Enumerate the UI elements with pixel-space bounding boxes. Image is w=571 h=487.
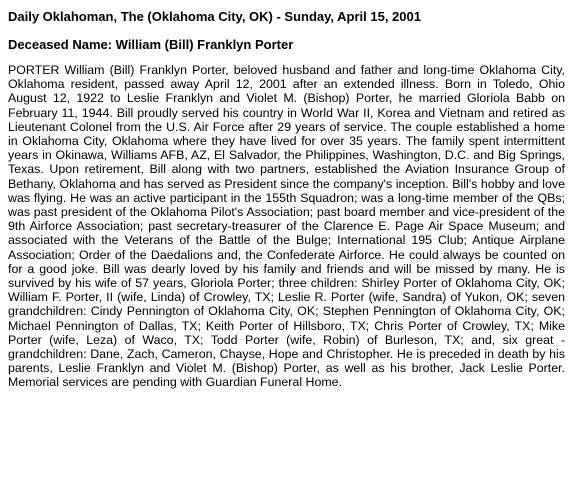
obituary-text: PORTER William (Bill) Franklyn Porter, beloved husband and father and long-time Oklahoma City, Oklahoma resident, passed away April 12, 2001 after an extended illness. Born in Toledo, Ohio August 12, 1922 to Leslie Franklyn and Violet M. (Bishop) Porter, he married Gloriola Babb on February 11, 1944. Bill proudly served his country in World War II, Korea and Vietnam and retired as Lieutenant Colonel from the U.S. Air Force after 29 years of service. The couple established a home in Oklahoma City, Oklahoma where they have lived for over 35 years. The family spent intermittent years in Okinawa, Williams AFB, AZ, El Salvador, the Philippines, Washington, D.C. and Big Springs, Texas. Upon retirement, Bill along with two partners, established the Aviation Insurance Group of Bethany, Oklahoma and has served as President since the company's inception. Bill's hobby and love was flying. He was an active participant in the 155th Squadron; was a long-time member of the QBs; was past president of the Oklahoma Pilot's Association; past board member and vice-president of the 9th Airforce Association; past secretary-treasurer of the Clarence E. Page Air Space Museum; and associated with the Veterans of the Battle of the Bulge; International 195 Club; Antique Airplane Association; Order of the Daedalions and, the Confederate Airforce. He could always be counted on for a good joke. Bill was dearly loved by his family and friends and will be missed by many. He is survived by his wife of 57 years, Gloriola Porter; three children: Shirley Porter of Oklahoma City, OK; William F. Porter, II (wife, Linda) of Crowley, TX; Leslie R. Porter (wife, Sandra) of Yukon, OK; seven grandchildren: Cindy Pennington of Oklahoma City, OK; Stephen Pennington of Oklahoma City, OK; Michael Pennington of Dallas, TX; Keith Porter of Hillsboro, TX; Chris Porter of Crowley, TX; Mike Porter (wife, Leza) of Waco, TX; Todd Porter (wife, Robin) of Burleson, TX; and, six great -grandchildren: Dane, Zach, Cameron, Chayse, Hope and Christopher. He is preceded in death by his parents, Leslie Franklyn and Violet M. (Bishop) Porter, as well as his brother, Jack Leslie Porter. Memorial services are pending with Guardian Funeral Home. [8, 63, 565, 390]
newspaper-source-heading: Daily Oklahoman, The (Oklahoma City, OK) - Sunday, April 15, 2001 [8, 9, 421, 24]
deceased-name-heading: Deceased Name: William (Bill) Franklyn Porter [8, 37, 294, 52]
